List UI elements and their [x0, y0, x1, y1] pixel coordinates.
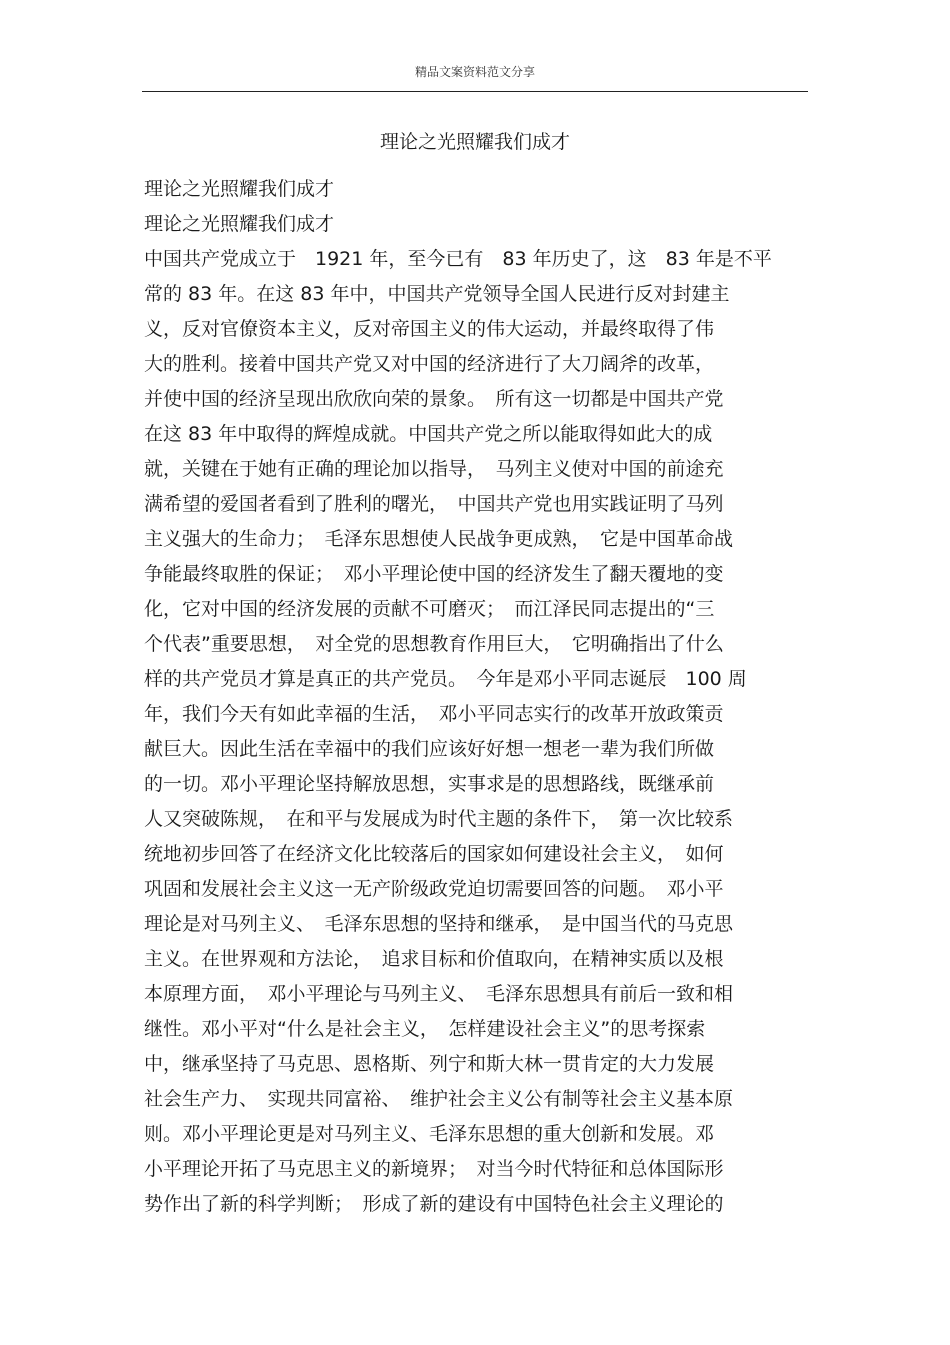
body-line: 常的 83 年。在这 83 年中，中国共产党领导全国人民进行反对封建主 [144, 283, 730, 305]
body-line: 人又突破陈规， 在和平与发展成为时代主题的条件下， 第一次比较系 [144, 808, 734, 830]
page-header: 精品文案资料范文分享 [414, 65, 535, 79]
body-line: 理论是对马列主义、 毛泽东思想的坚持和继承， 是中国当代的马克思 [144, 913, 734, 935]
document-title: 理论之光照耀我们成才 [379, 131, 570, 153]
body-line: 中，继承坚持了马克思、恩格斯、列宁和斯大林一贯肯定的大力发展 [144, 1053, 715, 1075]
body-line: 义，反对官僚资本主义，反对帝国主义的伟大运动，并最终取得了伟 [144, 318, 715, 340]
body-line: 中国共产党成立于 1921 年，至今已有 83 年历史了，这 83 年是不平 [144, 248, 772, 270]
body-line: 就，关键在于她有正确的理论加以指导， 马列主义使对中国的前途充 [144, 458, 724, 480]
body-line: 样的共产党员才算是真正的共产党员。 今年是邓小平同志诞辰 100 周 [144, 668, 747, 690]
body-line: 本原理方面， 邓小平理论与马列主义、 毛泽东思想具有前后一致和相 [144, 983, 734, 1005]
header-divider [142, 91, 808, 92]
body-line: 小平理论开拓了马克思主义的新境界； 对当今时代特征和总体国际形 [144, 1158, 724, 1180]
document-body [144, 172, 814, 1222]
body-line: 并使中国的经济呈现出欣欣向荣的景象。 所有这一切都是中国共产党 [144, 388, 724, 410]
body-line: 满希望的爱国者看到了胜利的曙光， 中国共产党也用实践证明了马列 [144, 493, 724, 515]
body-line: 年，我们今天有如此幸福的生活， 邓小平同志实行的改革开放政策贡 [144, 703, 724, 725]
body-line: 大的胜利。接着中国共产党又对中国的经济进行了大刀阔斧的改革， [144, 353, 715, 375]
body-line: 继性。邓小平对“什么是社会主义， 怎样建设社会主义”的思考探索 [144, 1018, 706, 1040]
body-line: 社会生产力、 实现共同富裕、 维护社会主义公有制等社会主义基本原 [144, 1088, 734, 1110]
body-line: 理论之光照耀我们成才 [144, 178, 335, 200]
body-line: 势作出了新的科学判断； 形成了新的建设有中国特色社会主义理论的 [144, 1193, 724, 1215]
body-line: 的一切。邓小平理论坚持解放思想，实事求是的思想路线，既继承前 [144, 773, 715, 795]
body-line: 个代表”重要思想， 对全党的思想教育作用巨大， 它明确指出了什么 [144, 633, 724, 655]
body-line: 理论之光照耀我们成才 [144, 213, 335, 235]
body-line: 主义。在世界观和方法论， 追求目标和价值取向，在精神实质以及根 [144, 948, 724, 970]
body-line: 化，它对中国的经济发展的贡献不可磨灭； 而江泽民同志提出的“三 [144, 598, 715, 620]
body-line: 献巨大。因此生活在幸福中的我们应该好好想一想老一辈为我们所做 [144, 738, 715, 760]
body-line: 则。邓小平理论更是对马列主义、毛泽东思想的重大创新和发展。邓 [144, 1123, 715, 1145]
body-line: 在这 83 年中取得的辉煌成就。中国共产党之所以能取得如此大的成 [144, 423, 713, 445]
body-line: 巩固和发展社会主义这一无产阶级政党迫切需要回答的问题。 邓小平 [144, 878, 724, 900]
body-line: 主义强大的生命力； 毛泽东思想使人民战争更成熟， 它是中国革命战 [144, 528, 734, 550]
body-line: 统地初步回答了在经济文化比较落后的国家如何建设社会主义， 如何 [144, 843, 724, 865]
body-line: 争能最终取胜的保证； 邓小平理论使中国的经济发生了翻天覆地的变 [144, 563, 724, 585]
